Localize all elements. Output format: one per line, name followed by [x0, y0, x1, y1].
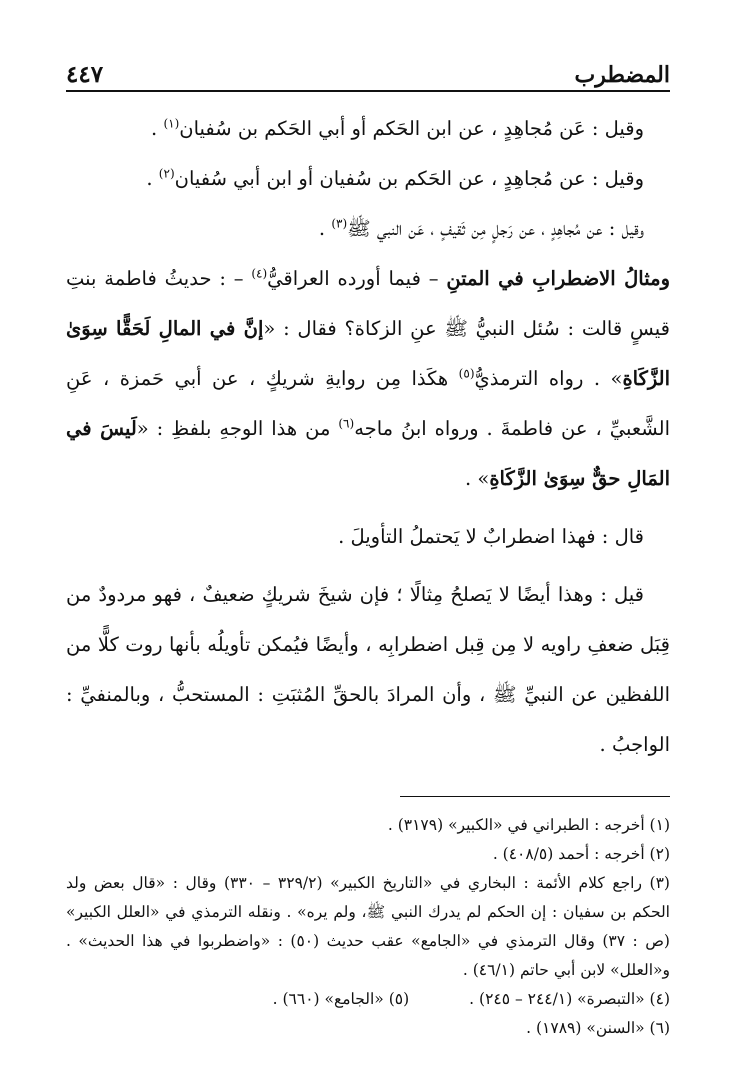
footnote-6: (٦) «السنن» (١٧٨٩) .: [526, 1019, 670, 1037]
text-line-3: وقيل : عن مُجاهِدٍ ، عن رَجلٍ مِن ثَقيفٍ ، عَن النبي ﷺ$^{(٣)}$ .: [318, 216, 644, 240]
footnote-1: (١) أخرجه : الطبراني في «الكبير» (٣١٧٩) .: [387, 816, 670, 834]
footnote-4: (٤) «التبصرة» (٢٤٤/١ – ٢٤٥) .: [469, 990, 670, 1008]
line-1-text: وقيل : عَن مُجاهِدٍ ، عن ابن الحَكم أو أبي الحَكم بن سُفيان: [179, 117, 644, 140]
para4-text-1: – فيما أورده العراقيُّ: [267, 267, 447, 290]
para4-text-2: – : حديثُ فاطمة بنتِ قيسٍ قالت : سُئل النبيُّ ﷺ عنِ الزكاة؟ فقال : «: [66, 267, 670, 340]
para4-text-4: هكَذا مِن روايةِ شريكٍ ، عن أبي حَمزة ، عَنِ الشَّعبيِّ ، عن فاطمةَ . ورواه ابنُ ماجه: [66, 367, 670, 440]
hadith-text-1: إنَّ في المالِ لَحَقًّا سِوَىٰ الزَّكَاةِ: [66, 317, 670, 390]
page-number: ٤٤٧: [66, 61, 104, 88]
text-line-2: وقيل : عن مُجاهِدٍ ، عن الحَكم بن سُفيان أو ابن أبي سُفيان$^{(٢)}$ .: [146, 166, 644, 190]
heading-example-matn: ومثالُ الاضطرابِ في المتنِ: [446, 267, 670, 290]
footnote-row-4-5: [66, 985, 670, 1014]
paragraph-objection: قال : فهذا اضطرابٌ لا يَحتملُ التأويلَ .: [338, 525, 644, 548]
footnote-separator: [400, 796, 670, 797]
line-2-text: وقيل : عن مُجاهِدٍ ، عن الحَكم بن سُفيان أو ابن أبي سُفيان: [174, 167, 644, 190]
main-text: [66, 104, 670, 770]
footnote-5: (٥) «الجامع» (٦٦٠) .: [272, 990, 410, 1008]
footnotes: [66, 811, 670, 1043]
hadith-text-2: لَيسَ في المَالِ حقٌّ سِوَىٰ الزَّكَاةِ: [66, 417, 670, 490]
para4-text-5: من هذا الوجهِ بلفظِ : «: [136, 417, 339, 440]
line-3-text: وقيل : عن مُجاهِدٍ ، عن رَجلٍ مِن ثَقيفٍ ، عَن النبي ﷺ: [347, 217, 644, 240]
footnote-ref-4: (٤): [251, 266, 268, 281]
footnote-ref-3: (٣): [331, 216, 348, 231]
footnote-3: (٣) راجع كلام الأئمة : البخاري في «التاريخ الكبير» (٣٢٩/٢ – ٣٣٠) وقال : «قال بعض ولد الحكم بن سفيان : إن الحكم لم يدرك النبي ﷺ، ولم يره» . ونقله الترمذي في «العلل الكبير» (ص : ٣٧) وقال الترمذي في «الجامع» عقب حديث (٥٠) : «واضطربوا في هذا الحديث» . و«العلل» لابن أبي حاتم (٤٦/١) .: [66, 874, 670, 979]
footnote-ref-1: (١): [163, 116, 180, 131]
footnote-ref-6: (٦): [338, 416, 355, 431]
footnote-ref-2: (٢): [158, 166, 175, 181]
para4-text-6: » .: [465, 467, 490, 490]
chapter-title: المضطرب: [574, 62, 670, 88]
footnote-2: (٢) أخرجه : أحمد (٤٠٨/٥) .: [492, 845, 670, 863]
paragraph-example-matn: [66, 254, 670, 504]
footnote-ref-5: (٥): [458, 366, 475, 381]
text-line-1: وقيل : عَن مُجاهِدٍ ، عن ابن الحَكم أو أبي الحَكم بن سُفيان$^{(١)}$ .: [151, 116, 644, 140]
para4-text-3: » . رواه الترمذيُّ: [474, 367, 623, 390]
running-header: [66, 58, 670, 92]
paragraph-response: قيل : وهذا أيضًا لا يَصلحُ مِثالًا ؛ فإن شيخَ شريكٍ ضعيفٌ ، فهو مردودٌ من قِبَل ضعفِ راويه لا مِن قِبل اضطرابِه ، وأيضًا فيُمكن تأويلُه بأنها روت كلًّا من اللفظين عن النبيِّ ﷺ ، وأن المرادَ بالحقِّ المُثبَتِ : المستحبُّ ، وبالمنفيِّ : الواجبُ .: [66, 583, 670, 756]
